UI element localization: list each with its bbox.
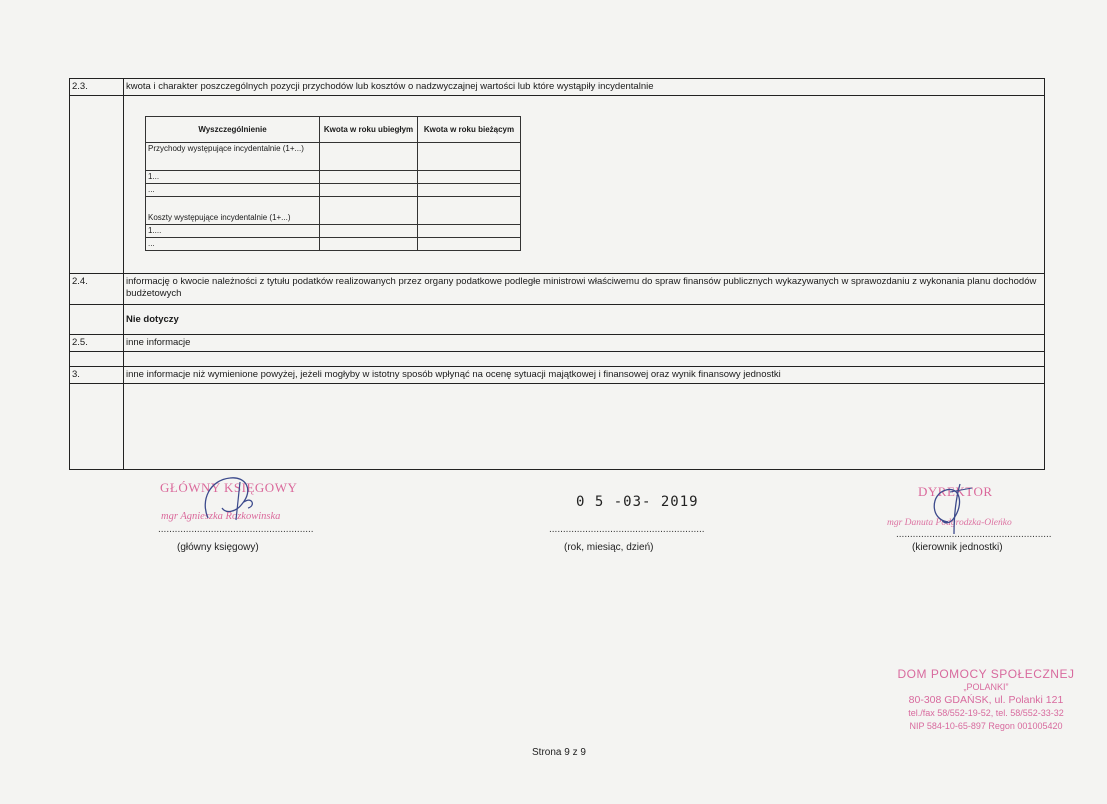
section-number: 2.4. — [70, 274, 124, 305]
column-header: Wyszczególnienie — [146, 117, 320, 143]
section-title: informację o kwocie należności z tytułu podatków realizowanych przez organy podatkowe podległe ministrowi właściwemu do spraw finansów publicznych wykazywanych w sprawozdaniu z wykonania planu dochodów budżetowych — [124, 274, 1045, 305]
incidental-items-table — [145, 116, 521, 251]
director-signature-line: ........................................................ — [896, 529, 1052, 540]
inner-header-row — [146, 117, 521, 143]
director-stamp-title: DYREKTOR — [918, 484, 993, 499]
table-row: Koszty występujące incydentalnie (1+...) — [146, 197, 521, 225]
row-2-4-header — [70, 274, 1045, 305]
director-caption: (kierownik jednostki) — [912, 542, 1003, 553]
table-row: 1.... — [146, 225, 521, 238]
accountant-stamp-title: GŁÓWNY KSIĘGOWY — [160, 480, 298, 495]
table-row: 1... — [146, 171, 521, 184]
row-3-header — [70, 367, 1045, 384]
row-2-3-body — [70, 96, 1045, 274]
column-header: Kwota w roku bieżącym — [418, 117, 521, 143]
notes-table — [69, 78, 1045, 470]
accountant-stamp-name: mgr Agnieszka Rozkowinska — [161, 511, 281, 522]
accountant-caption: (główny księgowy) — [177, 542, 259, 553]
row-2-5-body — [70, 352, 1045, 367]
director-stamp-name: mgr Danuta Podgrodzka-Oleńko — [887, 518, 1012, 528]
row-2-5-header — [70, 335, 1045, 352]
company-stamp — [886, 668, 1086, 733]
section-title: kwota i charakter poszczególnych pozycji przychodów lub kosztów o nadzwyczajnej wartości lub które wystąpiły incydentalnie — [124, 79, 1045, 96]
company-name: DOM POMOCY SPOŁECZNEJ — [897, 667, 1075, 681]
company-address: 80-308 GDAŃSK, ul. Polanki 121 — [908, 694, 1064, 706]
section-title: inne informacje niż wymienione powyżej, jeżeli mogłyby w istotny sposób wpłynąć na ocenę sytuacji majątkowej i finansowej oraz wynik finansowy jednostki — [124, 367, 1045, 384]
column-header: Kwota w roku ubiegłym — [320, 117, 418, 143]
accountant-signature-line: ........................................................ — [158, 524, 314, 535]
company-subname: „POLANKI” — [963, 682, 1009, 692]
row-2-3-header — [70, 79, 1045, 96]
company-ids: NIP 584-10-65-897 Regon 001005420 — [909, 721, 1063, 731]
page-number: Strona 9 z 9 — [532, 747, 586, 758]
row-2-4-body — [70, 305, 1045, 335]
section-number: 2.3. — [70, 79, 124, 96]
section-title: inne informacje — [124, 335, 1045, 352]
not-applicable-text: Nie dotyczy — [124, 305, 1045, 335]
company-phone: tel./fax 58/552-19-52, tel. 58/552-33-32 — [908, 708, 1064, 718]
table-row: Przychody występujące incydentalnie (1+...) — [146, 143, 521, 171]
date-stamp: 0 5 -03- 2019 — [576, 494, 699, 510]
table-row: ... — [146, 184, 521, 197]
date-caption: (rok, miesiąc, dzień) — [564, 542, 654, 553]
row-3-body — [70, 384, 1045, 470]
table-row: ... — [146, 238, 521, 251]
section-number: 2.5. — [70, 335, 124, 352]
date-signature-line: ........................................................ — [549, 524, 705, 535]
section-number: 3. — [70, 367, 124, 384]
